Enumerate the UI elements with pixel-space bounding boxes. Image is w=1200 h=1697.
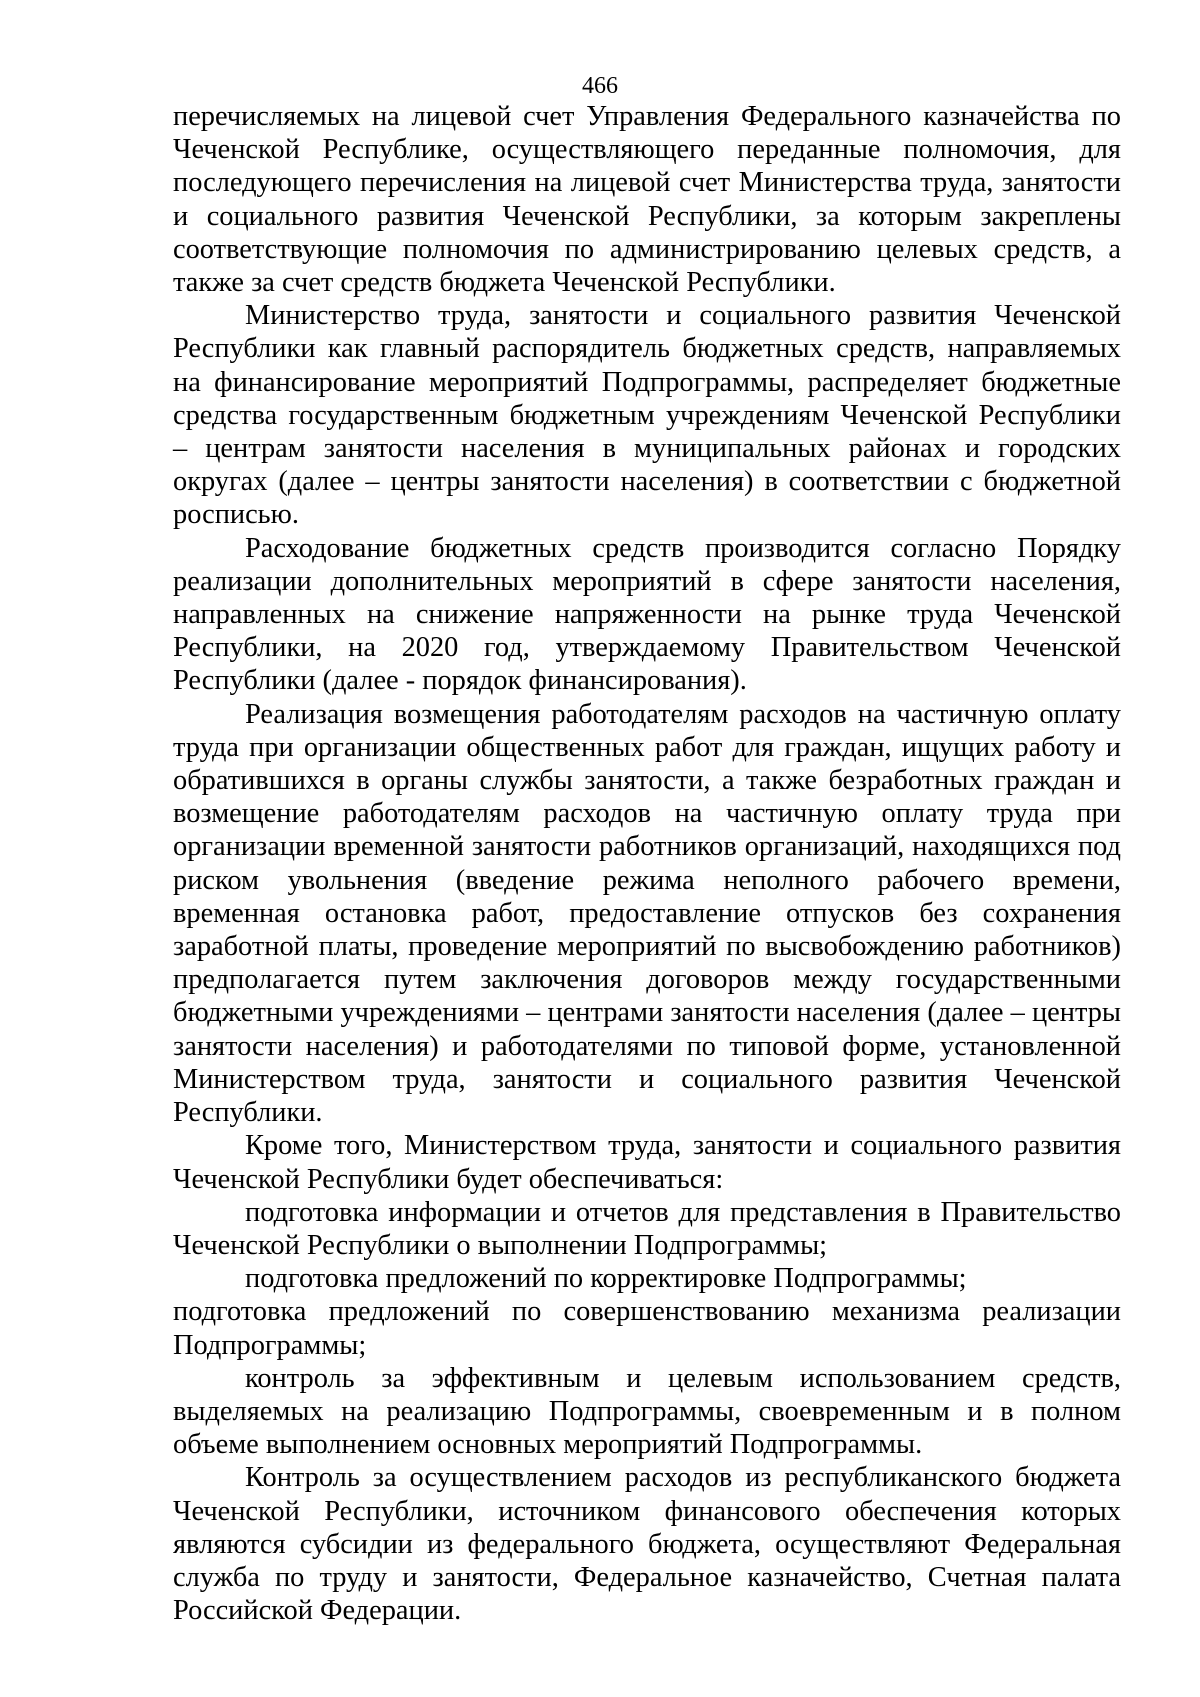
list-item-adjustment-proposals: подготовка предложений по корректировке Подпрограммы; bbox=[245, 1263, 967, 1295]
page-number: 466 bbox=[582, 73, 618, 99]
paragraph-employer-compensation: Реализация возмещения работодателям расходов на частичную оплату труда при организации общественных работ для граждан, ищущих работу и обратившихся в органы службы занятости, а также безработных граждан и возмещение работодателям расходов на частичную оплату труда при организации временной занятости работников организаций, находящихся под риском увольнения (введение режима неполного рабочего времени, временная остановка работ, предоставление отпусков без сохранения заработной платы, проведение мероприятий по высвобождению работников) предполагается путем заключения договоров между государственными бюджетными учреждениями – центрами занятости населения (далее – центры занятости населения) и работодателями по типовой форме, установленной Министерством труда, занятости и социального развития Чеченской Республики. bbox=[173, 698, 1121, 1129]
paragraph-spending-order: Расходование бюджетных средств производится согласно Порядку реализации дополнительных мероприятий в сфере занятости населения, направленных на снижение напряженности на рынке труда Чеченской Республики, на 2020 год, утверждаемому Правительством Чеченской Республики (далее - порядок финансирования). bbox=[173, 532, 1121, 697]
document-body bbox=[173, 100, 1121, 1627]
paragraph-ministry-distribution: Министерство труда, занятости и социального развития Чеченской Республики как главный распорядитель бюджетных средств, направляемых на финансирование мероприятий Подпрограммы, распределяет бюджетные средства государственным бюджетным учреждениям Чеченской Республики – центрам занятости населения в муниципальных районах и городских округах (далее – центры занятости населения) в соответствии с бюджетной росписью. bbox=[173, 300, 1121, 531]
paragraph-ministry-duties-intro: Кроме того, Министерством труда, занятости и социального развития Чеченской Республики будет обеспечиваться: bbox=[173, 1130, 1121, 1195]
list-item-control: контроль за эффективным и целевым использованием средств, выделяемых на реализацию Подпрограммы, своевременным и в полном объеме выполнением основных мероприятий Подпрограммы. bbox=[173, 1362, 1121, 1461]
paragraph-expenditure-control: Контроль за осуществлением расходов из республиканского бюджета Чеченской Республики, источником финансового обеспечения которых являются субсидии из федерального бюджета, осуществляют Федеральная служба по труду и занятости, Федеральное казначейство, Счетная палата Российской Федерации. bbox=[173, 1462, 1121, 1627]
list-item-improvement-proposals: подготовка предложений по совершенствованию механизма реализации Подпрограммы; bbox=[173, 1296, 1121, 1361]
paragraph-continuation: перечисляемых на лицевой счет Управления Федерального казначейства по Чеченской Республике, осуществляющего переданные полномочия, для последующего перечисления на лицевой счет Министерства труда, занятости и социального развития Чеченской Республики, за которым закреплены соответствующие полномочия по администрированию целевых средств, а также за счет средств бюджета Чеченской Республики. bbox=[173, 101, 1121, 299]
list-item-reporting: подготовка информации и отчетов для представления в Правительство Чеченской Республики о выполнении Подпрограммы; bbox=[173, 1196, 1121, 1261]
